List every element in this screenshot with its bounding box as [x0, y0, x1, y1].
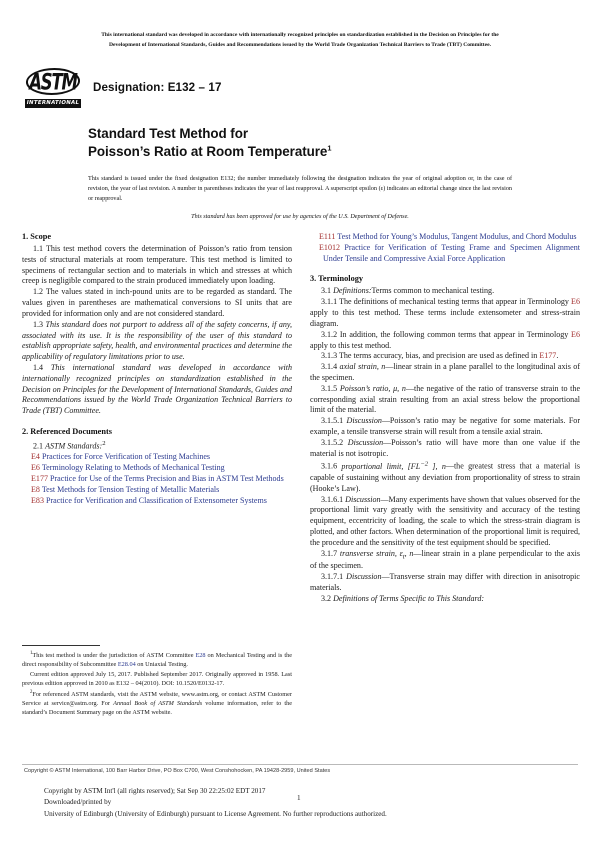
- discussion-label: Discussion: [345, 494, 381, 504]
- para-number: 1.2: [33, 287, 44, 297]
- para-number: 3.1.2: [321, 329, 338, 339]
- footnote-italic-part: Annual Book of ASTM Standards: [113, 700, 203, 708]
- footnote-link-e28[interactable]: E28: [195, 652, 206, 660]
- title-block: [88, 125, 600, 161]
- license-line-3: University of Edinburgh (University of Edinburgh) pursuant to License Agreement. No further reproductions authorized.: [44, 809, 387, 818]
- para-number: 3.1: [321, 286, 332, 296]
- reference-item-e177[interactable]: [22, 474, 292, 485]
- paragraph-3-1-2: 3.1.2 In addition, the following common terms that appear in Terminology E6 apply to this test method.: [310, 329, 580, 350]
- para-number: 3.1.5: [321, 383, 338, 393]
- paragraph-1-4: [22, 363, 292, 417]
- section-heading-scope: 1. Scope: [22, 232, 52, 241]
- section-heading-referenced-documents: 2. Referenced Documents: [22, 427, 112, 436]
- paragraph-3-1-1: 3.1.1 The definitions of mechanical testing terms that appear in Terminology E6 apply to this test method. These terms include extensometer and stress-strain diagram.: [310, 297, 580, 328]
- reference-title: Test Method for Young’s Modulus, Tangent Modulus, and Chord Modulus: [337, 232, 577, 241]
- reference-title: Practice for Verification and Classification of Extensometer Systems: [45, 495, 267, 505]
- para-number: 3.1.6: [321, 462, 338, 472]
- discussion-label: Discussion: [346, 416, 382, 426]
- astm-standards-footnote-marker: 2: [102, 440, 106, 447]
- footnote-divider: [22, 645, 100, 646]
- paragraph-3-1: [310, 286, 580, 297]
- paragraph-3-2: [310, 594, 580, 605]
- preamble-line-1: This international standard was developed in accordance with internationally recognized principles on standardization established in the Decision on Principles for the: [101, 32, 499, 38]
- paragraph-3-1-6-1: 3.1.6.1 Discussion—Many experiments have shown that values observed for the proportional limit vary greatly with the sensitivity and accuracy of the testing equipment, eccentricity of loading, the scale to which the stress-strain diagram is plotted, and other factors. When determination of the proportional limit is required, the procedure and the sensitivity of the test equipment should be specified.: [310, 494, 580, 547]
- two-column-body: [22, 232, 580, 604]
- referenced-standards-list-continued: [310, 232, 580, 264]
- paragraph-3-1-4: 3.1.4 axial strain, n—linear strain in a plane parallel to the longitudinal axis of the specimen.: [310, 362, 581, 382]
- reference-item-e1012[interactable]: [310, 243, 580, 265]
- para-text: This international standard was developed in accordance with internationally recognized principles on standardization established in the Decision on Principles for the Development of International Standards, Guides and Recommendations issued by the World Trade Organization Technical Barriers to Trade (TBT) Committee.: [22, 362, 292, 416]
- inline-reference-e6[interactable]: E6: [571, 297, 580, 307]
- paragraph-1-3: [22, 320, 292, 363]
- footnote-text-after: on Uniaxial Testing.: [135, 661, 188, 669]
- para-number: 1.3: [33, 319, 44, 329]
- reference-item-e8[interactable]: [22, 485, 292, 496]
- para-text: Terms common to mechanical testing.: [371, 286, 495, 296]
- para-text: The values stated in inch-pound units are to be regarded as standard. The values given in parentheses are mathematical conversions to SI units that are provided for information only and are not considered standard.: [22, 287, 292, 318]
- reference-designation: E1012: [319, 242, 341, 252]
- designation-label: Designation: E132 – 17: [93, 81, 222, 95]
- reference-title: Practice for Verification of Testing Frame and Specimen Alignment Under Tensile and Compressive Axial Force Application: [323, 242, 581, 263]
- reference-designation: E6: [31, 463, 40, 473]
- copyright-line: Copyright © ASTM International, 100 Barr Harbor Drive, PO Box C700, West Conshohocken, PA 19428-2959, United States: [24, 768, 331, 774]
- discussion-label: Discussion: [346, 572, 382, 582]
- reference-item-e6[interactable]: [22, 463, 292, 474]
- reference-item-e4[interactable]: [22, 452, 292, 463]
- paragraph-3-1-5: 3.1.5 Poisson’s ratio, μ, n—the negative of the ratio of transverse strain to the corresponding axial strain resulting from an axial stress below the proportional limit of the material.: [310, 383, 581, 415]
- title-footnote-marker: 1: [327, 143, 332, 153]
- para-lead: Definitions:: [333, 286, 372, 296]
- paragraph-3-1-3: 3.1.3 The terms accuracy, bias, and precision are used as defined in E177.: [321, 351, 559, 361]
- reference-item-e111[interactable]: [310, 232, 580, 243]
- para-number: 3.1.3: [321, 351, 338, 361]
- reference-title: Practice for Use of the Terms Precision and Bias in ASTM Test Methods: [50, 474, 284, 484]
- astm-standards-label: ASTM Standards:: [45, 441, 103, 451]
- title-line-2: Poisson’s Ratio at Room Temperature$^1$: [88, 143, 332, 159]
- para-number: 3.1.1: [321, 297, 338, 307]
- term-poissons-ratio: Poisson’s ratio, μ, n: [339, 383, 406, 393]
- wto-preamble: [34, 31, 566, 51]
- reference-item-e83[interactable]: [22, 496, 292, 507]
- right-column: [310, 232, 580, 604]
- footnote-marker: 2: [30, 689, 33, 695]
- paragraph-2-1: [22, 439, 292, 452]
- left-column: [22, 232, 292, 604]
- para-number: 3.2: [321, 593, 332, 603]
- para-number: 3.1.7: [321, 548, 338, 558]
- masthead: [24, 68, 600, 108]
- para-number: 3.1.6.1: [321, 494, 344, 504]
- license-line-2: Downloaded/printed by: [44, 798, 112, 807]
- title-line-1: Standard Test Method for: [88, 125, 248, 141]
- footnotes-block: [22, 645, 292, 718]
- footnote-text-before: This test method is under the jurisdiction of ASTM Committee: [32, 652, 196, 660]
- paragraph-3-1-5-1: 3.1.5.1 Discussion—Poisson’s ratio may be negative for some materials. For example, a tensile transverse strain will result from a tensile axial strain.: [310, 416, 580, 436]
- discussion-label: Discussion: [347, 437, 384, 447]
- para-text: This test method covers the determination of Poisson’s ratio from tension tests of structural materials at room temperature. This test method is limited to specimens of rectangular section and to materials in which and stresses at which creep is negligible compared to the strain produced immediately upon loading.: [22, 244, 292, 286]
- reference-designation: E83: [31, 495, 44, 505]
- footnote-text-after: volume information, refer to the standard’s Document Summary page on the ASTM website.: [22, 700, 292, 717]
- referenced-standards-list: [22, 452, 292, 506]
- para-number: 3.1.5.2: [321, 437, 344, 447]
- inline-reference-e177[interactable]: E177: [539, 351, 557, 361]
- footnote-link-e28-04[interactable]: E28.04: [117, 661, 136, 669]
- paragraph-3-1-7: 3.1.7 transverse strain, $\varepsilon_t$, n—linear strain in a plane perpendicular to the axis of the specimen.: [310, 548, 581, 571]
- paragraph-1-1: [22, 244, 292, 287]
- para-number: 1.4: [33, 362, 44, 372]
- reference-title: Test Methods for Tension Testing of Metallic Materials: [41, 484, 220, 494]
- term-proportional-limit: proportional limit, [$FL^{-2}$ ], n: [341, 460, 446, 472]
- footnote-marker: 1: [30, 651, 33, 656]
- paragraph-3-1-7-1: 3.1.7.1 Discussion—Transverse strain may differ with direction in anisotropic materials.: [310, 572, 580, 592]
- logo-letters: ASTM: [29, 68, 77, 95]
- reference-title: Practices for Force Verification of Testing Machines: [41, 452, 211, 462]
- para-number: 3.1.4: [321, 362, 338, 372]
- footnote-current-edition: Current edition approved July 15, 2017. Published September 2017. Originally approved in 1958. Last previous edition approved in 2010 as E132 – 04(2010). DOI: 10.1520/E0132-17.: [22, 670, 292, 688]
- term-transverse-strain: transverse strain, $\varepsilon_t$, n: [339, 548, 414, 561]
- preamble-line-2: Development of International Standards, Guides and Recommendations issued by the World Trade Organization Technical Barriers to Trade (TBT) Committee.: [108, 41, 492, 48]
- reference-title: Terminology Relating to Methods of Mechanical Testing: [41, 463, 225, 473]
- footnote-1: [22, 650, 292, 670]
- license-line-1: Copyright by ASTM Int'l (all rights reserved); Sat Sep 30 22:25:02 EDT 2017: [44, 787, 266, 795]
- footer-divider: [22, 764, 578, 765]
- astm-logo-icon: [24, 68, 82, 108]
- reference-designation: E177: [31, 474, 48, 484]
- license-block: [44, 786, 544, 820]
- paragraph-3-1-5-2: 3.1.5.2 Discussion—Poisson’s ratio will have more than one value if the material is not isotropic.: [310, 437, 581, 458]
- para-text: This standard does not purport to address all of the safety concerns, if any, associated with its use. It is the responsibility of the user of this standard to establish appropriate safety, health, and environmental practices and determine the applicability of regulatory limitations prior to use.: [22, 319, 292, 362]
- paragraph-1-2: [22, 287, 292, 319]
- reference-designation: E8: [31, 484, 40, 494]
- page-number: 1: [297, 794, 301, 802]
- footnote-text-mid: on Mechanical Testing and is the direct responsibility of Subcommittee: [22, 652, 292, 669]
- approval-note: This standard has been approved for use by agencies of the U.S. Department of Defense.: [191, 213, 409, 220]
- para-number: 3.1.7.1: [321, 572, 344, 582]
- section-heading-terminology: 3. Terminology: [310, 274, 364, 284]
- term-axial-strain: axial strain, n: [339, 362, 386, 372]
- para-number: 3.1.5.1: [321, 416, 344, 426]
- inline-reference-e6[interactable]: E6: [571, 329, 580, 339]
- para-number: 2.1: [33, 441, 44, 451]
- reference-designation: E111: [319, 232, 336, 241]
- paragraph-3-1-6: 3.1.6 proportional limit, [$FL^{-2}$ ], n—the greatest stress that a material is capable of sustaining without any deviation from proportionality of stress to strain (Hooke’s Law).: [310, 460, 580, 493]
- footnote-text-before: For referenced ASTM standards, visit the ASTM website, www.astm.org, or contact ASTM Customer Service at service@astm.org. For: [22, 690, 292, 708]
- logo-international-bar: INTERNATIONAL: [26, 100, 80, 107]
- issue-note: This standard is issued under the fixed designation E132; the number immediately following the designation indicates the year of original adoption or, in the case of revision, the year of last revision. A number in parentheses indicates the year of last reapproval. A superscript epsilon (ε) indicates an editorial change since the last revision or reapproval.: [88, 176, 512, 202]
- para-number: 1.1: [33, 244, 44, 253]
- para-lead: Definitions of Terms Specific to This Standard:: [333, 593, 485, 603]
- reference-designation: E4: [31, 452, 40, 462]
- page-title: [88, 125, 600, 161]
- footnote-2: [22, 689, 292, 718]
